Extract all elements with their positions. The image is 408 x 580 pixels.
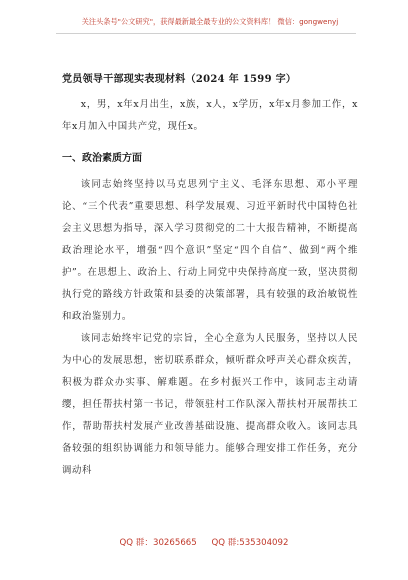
document-title: 党员领导干部现实表现材料（2024 年 1599 字） — [62, 74, 297, 85]
header-promo-text: 关注头条号"公文研究"，获得最新最全最专业的公文资料库！ 微信：gongwenyj — [81, 17, 339, 26]
footer-qq-primary: QQ 群：30265665 — [119, 538, 197, 548]
footer-contact — [0, 536, 408, 548]
header-divider — [56, 33, 356, 34]
section-heading-political: 一、政治素质方面 — [62, 153, 142, 164]
body-paragraph-1: 该同志始终坚持以马克思列宁主义、毛泽东思想、邓小平理论、“三个代表”重要思想、科学发展观、习近平新时代中国特色社会主义思想为指导，深入学习贯彻党的二十大报告精神，不断提高政治理论水平，增强“四个意识”坚定“四个自信”、做到“两个维护”。在思想上、政治上、行动上同党中央保持高度一致，坚决贯彻执行党的路线方针政策和县委的决策部署，具有较强的政治敏锐性和政治鉴别力。 — [62, 179, 358, 322]
intro-paragraph: x，男，x年x月出生，x族，x人，x学历，x年x月参加工作，x年x月加入中国共产党，现任x。 — [62, 99, 358, 132]
footer-qq-secondary: QQ 群:535304092 — [211, 538, 289, 548]
body-paragraph-2: 该同志始终牢记党的宗旨，全心全意为人民服务，坚持以人民为中心的发展思想，密切联系群众，倾听群众呼声关心群众疾苦，积极为群众办实事、解难题。在乡村振兴工作中，该同志主动请缨，担任帮扶村第一书记，带领驻村工作队深入帮扶村开展帮扶工作，帮助帮扶村发展产业改善基础设施、提高群众收入。该同志具备较强的组织协调能力和领导能力。能够合理安排工作任务，充分调动科 — [62, 333, 358, 476]
